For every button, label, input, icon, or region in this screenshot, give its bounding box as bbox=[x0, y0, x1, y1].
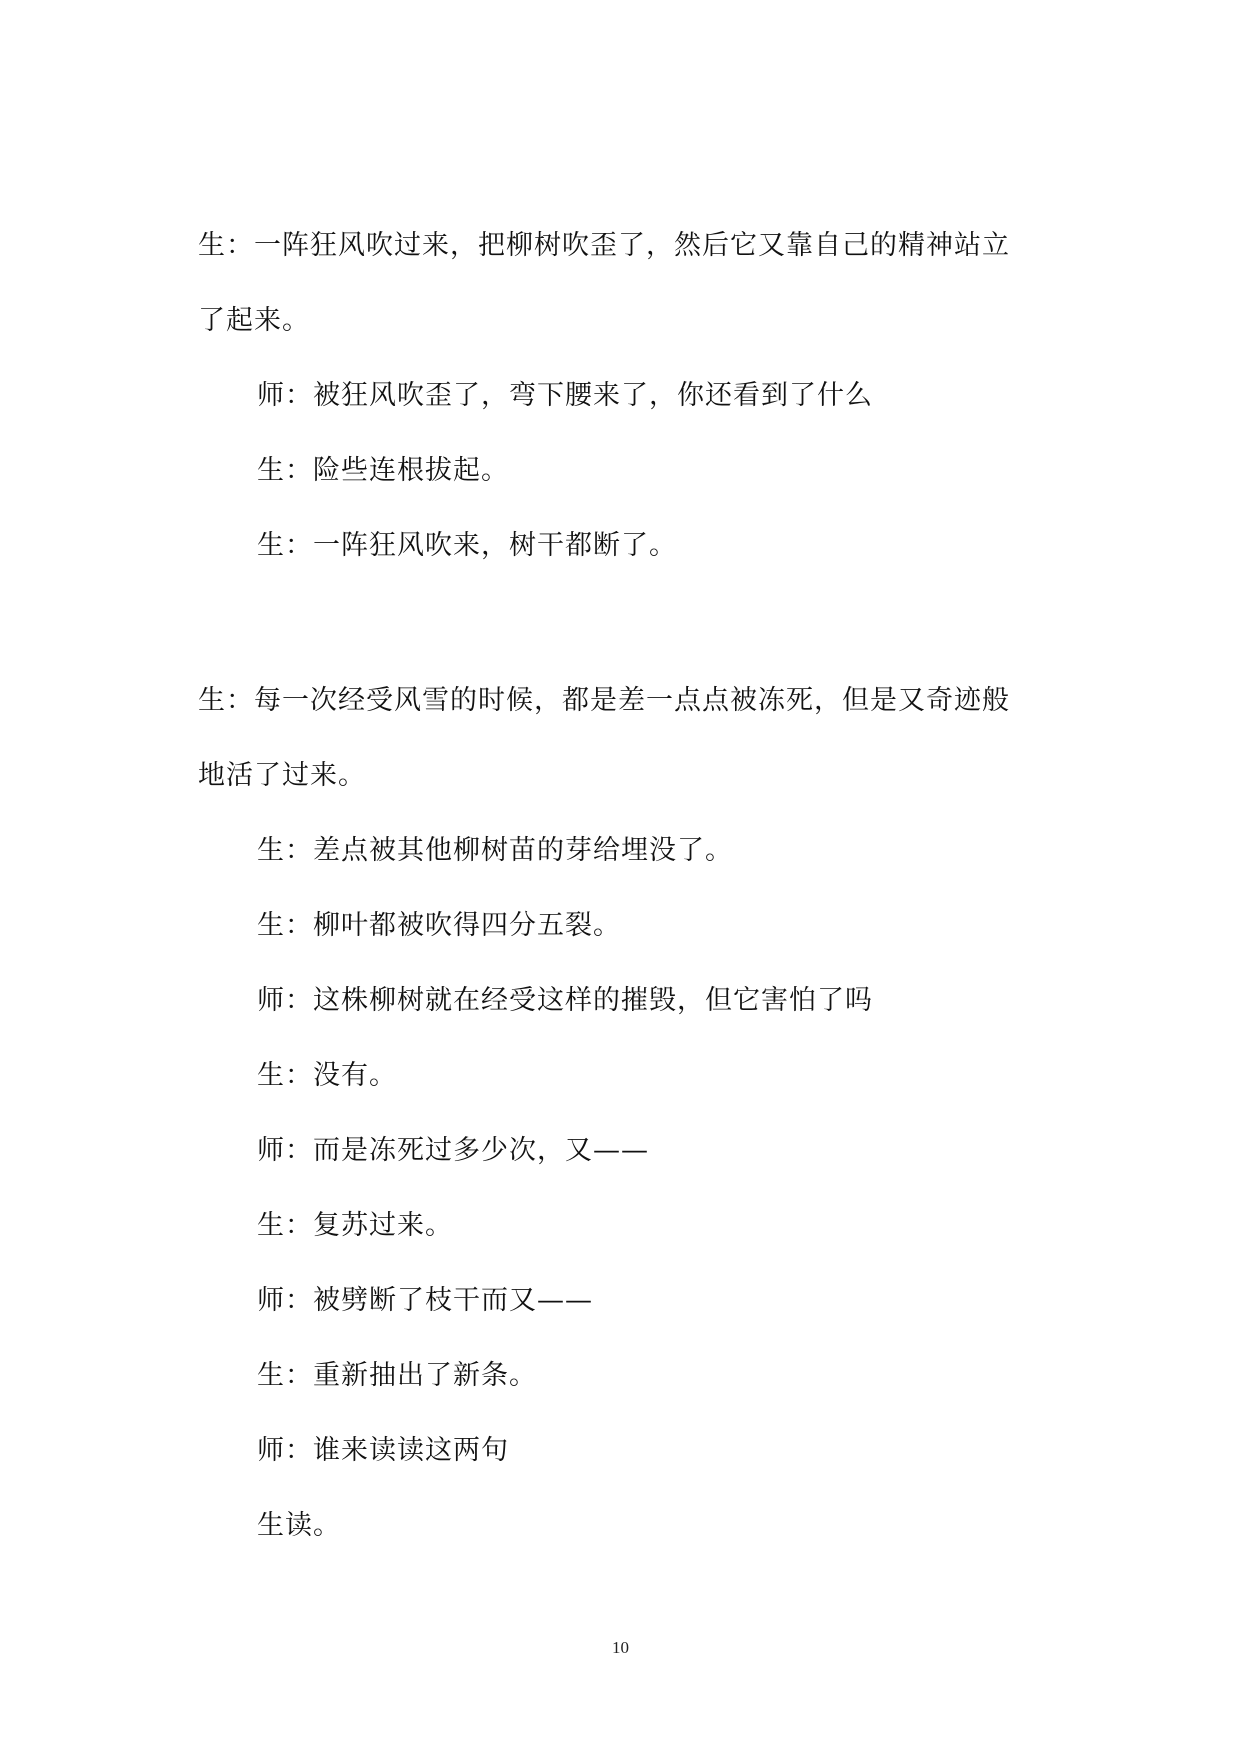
dialogue-line: 生：差点被其他柳树苗的芽给埋没了。 bbox=[257, 835, 733, 866]
dialogue-line: 生：一阵狂风吹来，树干都断了。 bbox=[257, 530, 677, 561]
paragraph-line: 生：一阵狂风吹过来，把柳树吹歪了，然后它又靠自己的精神站立 bbox=[198, 230, 1010, 261]
paragraph-line: 地活了过来。 bbox=[198, 760, 366, 791]
dialogue-line: 师：被狂风吹歪了，弯下腰来了，你还看到了什么 bbox=[257, 380, 873, 411]
dialogue-line: 师：被劈断了枝干而又—— bbox=[257, 1285, 593, 1316]
dialogue-line: 生：重新抽出了新条。 bbox=[257, 1360, 537, 1391]
dialogue-line: 生：复苏过来。 bbox=[257, 1210, 453, 1241]
dialogue-line: 师：而是冻死过多少次，又—— bbox=[257, 1135, 649, 1166]
dialogue-line: 师：谁来读读这两句 bbox=[257, 1435, 509, 1466]
dialogue-line: 生读。 bbox=[257, 1510, 341, 1541]
dialogue-line: 师：这株柳树就在经受这样的摧毁，但它害怕了吗 bbox=[257, 985, 873, 1016]
paragraph-line: 生：每一次经受风雪的时候，都是差一点点被冻死，但是又奇迹般 bbox=[198, 685, 1010, 716]
dialogue-line: 生：没有。 bbox=[257, 1060, 397, 1091]
paragraph-line: 了起来。 bbox=[198, 305, 310, 336]
page-number: 10 bbox=[612, 1638, 629, 1657]
dialogue-line: 生：险些连根拔起。 bbox=[257, 455, 509, 486]
dialogue-line: 生：柳叶都被吹得四分五裂。 bbox=[257, 910, 621, 941]
